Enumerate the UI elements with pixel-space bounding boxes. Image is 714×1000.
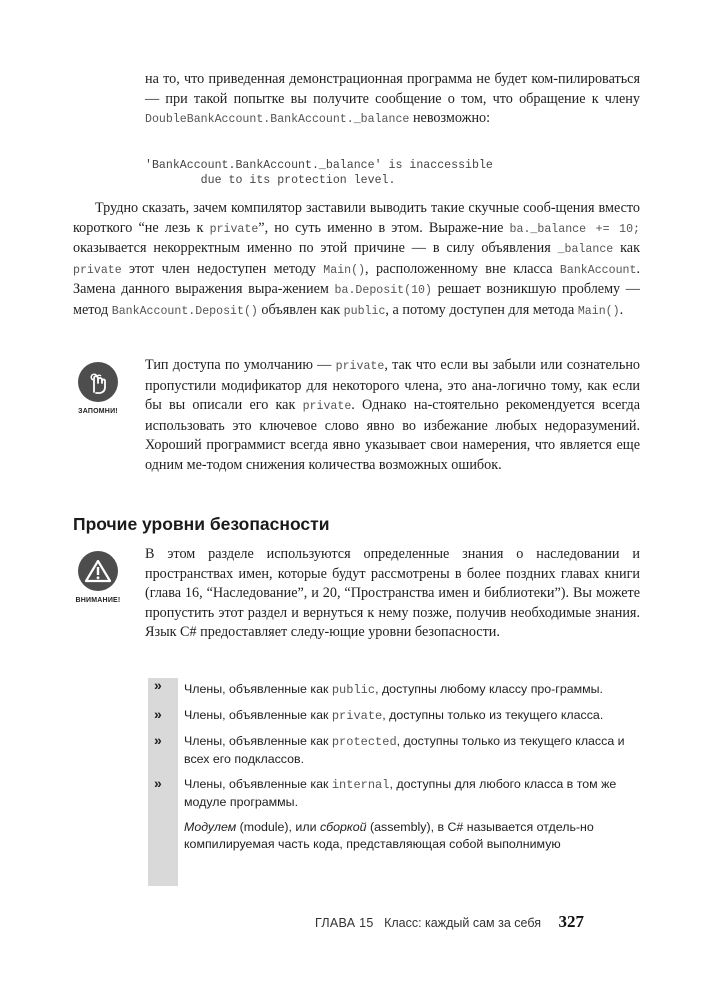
code-line: due to its protection level. (145, 174, 396, 187)
list-item: » Члены, объявленные как public, доступны любому классу про-граммы. (154, 677, 603, 697)
bullet-marker: » (154, 732, 162, 748)
intro-paragraph: на то, что приведенная демонстрационная программа не будет ком-пилироваться — при такой попытке вы получите сообщение о том, что обращение к члену DoubleBankAccount.BankAccount._balance невозможно: (145, 71, 640, 126)
warning-label: ВНИМАНИЕ! (75, 597, 121, 604)
bullet-marker: » (154, 677, 162, 693)
list-item: » Члены, объявленные как internal, доступны для любого класса в том же модуле программы. (154, 775, 617, 809)
code-line: 'BankAccount.BankAccount._balance' is inaccessible (145, 159, 493, 172)
remember-paragraph: Тип доступа по умолчанию — private, так что если вы забыли или сознательно пропустили модификатор для некоторого члена, это ана-логично тому, как если бы вы описали его как private. Однако на-стоятельно рекомендуется всегда использовать это ключевое слово явно во избежание любых недоразумений. Хороший программист всегда явно указывает свои намерения, что является еще одним ме-тодом снижения количества возможных ошибок. (145, 357, 641, 473)
chapter-title: Класс: каждый сам за себя (384, 916, 541, 930)
bullet-marker: » (154, 706, 162, 722)
warning-icon-block (68, 551, 128, 604)
list-item: » Члены, объявленные как private, доступны только из текущего класса. (154, 706, 604, 723)
warning-paragraph: В этом разделе используются определенные знания о наследовании и пространствах имен, которые будут рассмотрены в более поздних главах книги (глава 16, “Наследование”, и 20, “Пространства имен и библиотеки”). Вы можете пропустить этот раздел и вернуться к нему позже, получив необходимые знания. Язык C# предоставляет следу-ющие уровни безопасности. (145, 546, 640, 640)
body-paragraph: Трудно сказать, зачем компилятор заставили выводить такие скучные сооб-щения вместо короткого “не лезь к private”, но суть именно в этом. Выраже-ние ba._balance += 10; оказывается некорректным именно по этой причине — в силу объявления _balance как private этот член недоступен методу Main(), расположенному вне класса BankAccount. Замена данного выражения выра-жением ba.Deposit(10) решает возникшую проблему — метод BankAccount.Deposit() объявлен как public, а потому доступен для метода Main(). (73, 200, 640, 318)
list-item: » Члены, объявленные как protected, доступны только из текущего класса и всех его подклассов. (154, 732, 625, 766)
finger-string-icon (78, 362, 118, 402)
list-item-note: Модулем (module), или сборкой (assembly), в C# называется отдель-но компилируемая часть кода, представляющая собой выполнимую (184, 820, 594, 851)
access-levels-list (148, 678, 642, 886)
bullet-marker: » (154, 775, 162, 791)
code-block (145, 158, 640, 188)
page-footer (315, 912, 641, 932)
page-number: 327 (558, 912, 584, 931)
section-heading: Прочие уровни безопасности (73, 514, 330, 534)
inline-code: DoubleBankAccount.BankAccount._balance (145, 113, 410, 126)
remember-label: ЗАПОМНИ! (78, 408, 118, 415)
warning-icon (78, 551, 118, 591)
remember-icon-block (68, 362, 128, 415)
chapter-number: ГЛАВА 15 (315, 916, 374, 930)
